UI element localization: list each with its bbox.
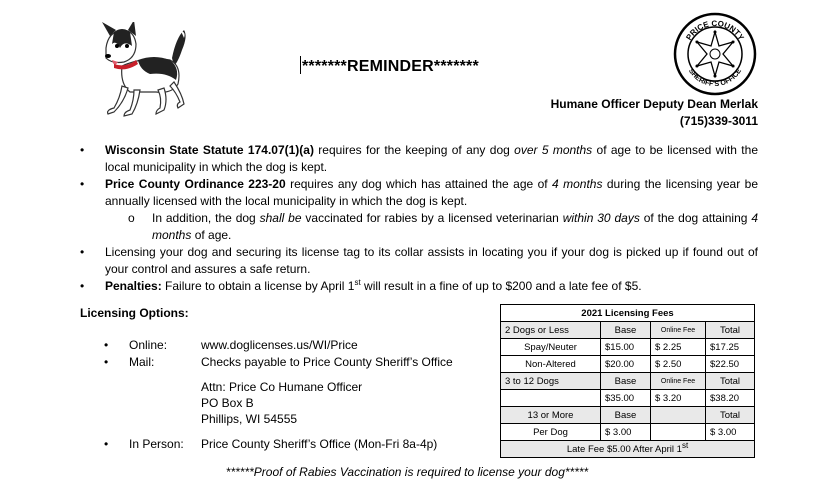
mail-value: Checks payable to Price County Sheriff’s Office — [201, 355, 453, 369]
reminder-title-text: *******REMINDER******* — [302, 58, 479, 75]
online-fee-header: Online Fee — [651, 373, 706, 390]
base-value: $20.00 — [601, 356, 651, 373]
rabies-text-4: of age. — [191, 228, 232, 242]
table-row — [501, 356, 755, 373]
online-fee-header: Online Fee — [651, 322, 706, 339]
table-row — [501, 373, 755, 390]
group-label: 3 to 12 Dogs — [501, 373, 601, 390]
svg-text:PRICE COUNTY: PRICE COUNTY — [684, 18, 746, 42]
total-header: Total — [706, 407, 755, 424]
bullet-penalties — [80, 278, 758, 295]
table-row — [501, 407, 755, 424]
table-row — [501, 339, 755, 356]
statute-text-2: of age to be licensed with the local municipality in which the dog is kept. — [105, 143, 758, 174]
penalties-label: Penalties: — [105, 279, 162, 293]
online-url-link[interactable]: www.doglicenses.us/WI/Price — [201, 338, 358, 352]
sub-bullet-dot: o — [128, 211, 135, 225]
text-cursor — [300, 56, 301, 74]
online-header-empty — [651, 407, 706, 424]
online-value-empty — [651, 424, 706, 441]
officer-phone: (715)339-3011 — [679, 114, 758, 128]
svg-text:SHERIFF'S OFFICE: SHERIFF'S OFFICE — [686, 67, 744, 89]
bullet-dot: • — [104, 355, 109, 369]
base-value: $15.00 — [601, 339, 651, 356]
bullet-dot: • — [104, 338, 109, 352]
mail-label: Mail: — [129, 355, 155, 369]
penalties-sup: st — [354, 278, 361, 287]
statute-text-1: requires for the keeping of any dog — [313, 143, 515, 157]
total-header: Total — [706, 373, 755, 390]
group-label: 13 or More — [501, 407, 601, 424]
group-label: 2 Dogs or Less — [501, 322, 601, 339]
fees-title: 2021 Licensing Fees — [501, 305, 755, 322]
late-fee-text: Late Fee $5.00 After April 1 — [566, 443, 682, 455]
bullet-state-statute — [80, 142, 758, 176]
rabies-text-1: In addition, the dog — [152, 211, 260, 225]
ordinance-text-1: requires any dog which has attained the age of — [285, 177, 553, 191]
row-name-empty — [501, 390, 601, 407]
dog-cartoon-image — [84, 22, 194, 122]
online-value: $ 2.25 — [651, 339, 706, 356]
total-value: $ 3.00 — [706, 424, 755, 441]
reminder-title — [300, 56, 479, 76]
fees-table — [500, 304, 755, 458]
base-value: $ 3.00 — [601, 424, 651, 441]
bullet-dot: • — [104, 437, 109, 451]
bullet-list — [80, 142, 758, 295]
total-value: $17.25 — [706, 339, 755, 356]
bullet-dot: • — [80, 177, 85, 191]
online-value: $ 2.50 — [651, 356, 706, 373]
row-name: Spay/Neuter — [501, 339, 601, 356]
ordinance-age: 4 months — [552, 177, 603, 191]
table-row — [501, 390, 755, 407]
row-name: Per Dog — [501, 424, 601, 441]
in-person-value: Price County Sheriff’s Office (Mon-Fri 8a-4p) — [201, 437, 438, 451]
online-label: Online: — [129, 338, 168, 352]
sheriff-badge-logo — [673, 12, 757, 96]
benefit-text: Licensing your dog and securing its license tag to its collar assists in locating you if your dog is picked up if found out of your control and assures a safe return. — [105, 245, 758, 276]
bullet-dot: • — [80, 279, 85, 293]
rabies-shall-be: shall be — [259, 211, 302, 225]
total-value: $22.50 — [706, 356, 755, 373]
table-row — [501, 322, 755, 339]
late-fee-sup: st — [681, 440, 689, 450]
rabies-30-days: within 30 days — [562, 211, 640, 225]
mail-po-box: PO Box B — [201, 396, 254, 410]
ordinance-text-2: during the licensing year be annually licensed with the local municipality in which the dog is kept. — [105, 177, 758, 208]
bullet-dot: • — [80, 143, 85, 157]
statute-name: Wisconsin State Statute 174.07(1)(a) — [105, 143, 314, 157]
total-value: $38.20 — [706, 390, 755, 407]
bullet-county-ordinance — [80, 176, 758, 210]
base-value: $35.00 — [601, 390, 651, 407]
base-header: Base — [601, 373, 651, 390]
late-fee-note — [501, 441, 755, 458]
rabies-proof-footer: ******Proof of Rabies Vaccination is required to license your dog***** — [225, 465, 589, 479]
table-row — [501, 441, 755, 458]
base-header: Base — [601, 407, 651, 424]
total-header: Total — [706, 322, 755, 339]
officer-name: Humane Officer Deputy Dean Merlak — [550, 97, 758, 111]
rabies-text-2: vaccinated for rabies by a licensed veterinarian — [301, 211, 563, 225]
base-header: Base — [601, 322, 651, 339]
in-person-label: In Person: — [129, 437, 184, 451]
online-value: $ 3.20 — [651, 390, 706, 407]
licensing-options-heading: Licensing Options: — [80, 306, 189, 320]
mail-city: Phillips, WI 54555 — [201, 412, 298, 426]
rabies-age: 4 months — [152, 211, 759, 242]
row-name: Non-Altered — [501, 356, 601, 373]
mail-attn: Attn: Price Co Humane Officer — [201, 380, 363, 394]
fees-title-row — [501, 305, 755, 322]
table-row — [501, 424, 755, 441]
bullet-rabies-subitem — [80, 210, 758, 244]
ordinance-name: Price County Ordinance 223-20 — [105, 177, 286, 191]
statute-age: over 5 months — [514, 143, 593, 157]
penalties-text-2: will result in a fine of up to $200 and a late fee of $5. — [360, 279, 642, 293]
rabies-text-3: of the dog attaining — [639, 211, 752, 225]
officer-contact — [551, 96, 758, 130]
bullet-license-benefit — [80, 244, 758, 278]
penalties-text-1: Failure to obtain a license by April 1 — [161, 279, 355, 293]
bullet-dot: • — [80, 245, 85, 259]
